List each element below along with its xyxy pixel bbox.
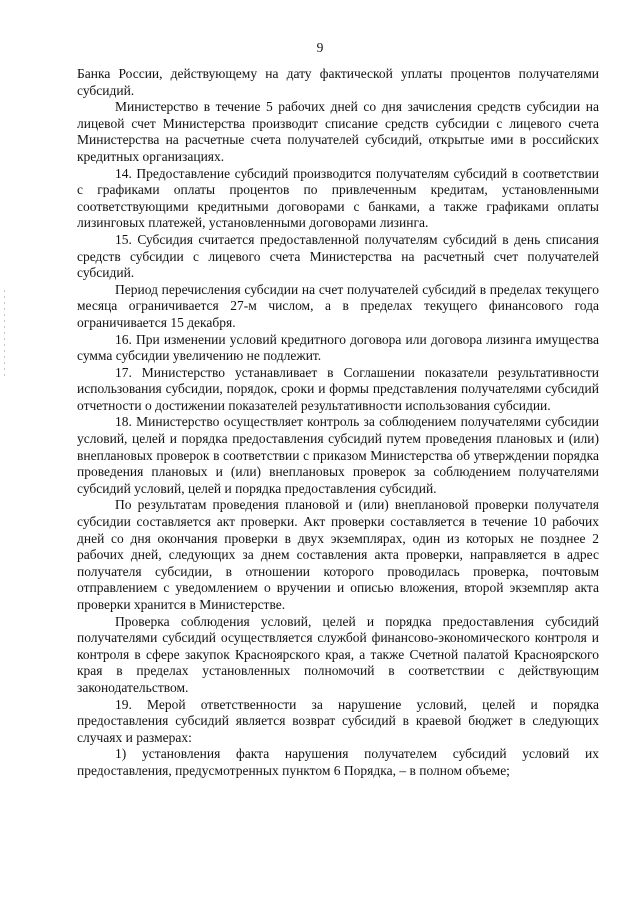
page-number: 9 [316,40,324,55]
scan-edge-mark [4,290,5,380]
paragraph: Министерство в течение 5 рабочих дней со дня зачисления средств субсидии на лицевой счет Министерства производит списание средств субсидии с лицевого счета Министерства на расчетные счета получателей субсидий, открытые ими в российских кредитных организациях. [77,99,599,164]
paragraph: 16. При изменении условий кредитного договора или договора лизинга имущества сумма субсидии увеличению не подлежит. [77,331,599,364]
body-text [77,66,599,780]
paragraph: 17. Министерство устанавливает в Соглашении показатели результативности использования субсидии, порядок, сроки и формы представления получателями субсидий отчетности о достижении показателей результативности использования субсидии. [77,364,599,413]
paragraph: 15. Субсидия считается предоставленной получателям субсидий в день списания средств субсидии с лицевого счета Министерства на расчетный счет получателей субсидий. [77,231,599,281]
paragraph: Банка России, действующему на дату фактической уплаты процентов получателями субсидий. [77,66,599,98]
paragraph: 19. Мерой ответственности за нарушение условий, целей и порядка предоставления субсидий является возврат субсидий в краевой бюджет в следующих случаях и размерах: [77,696,599,745]
paragraph: 14. Предоставление субсидий производится получателям субсидий в соответствии с графиками оплаты процентов по привлеченным кредитам, установленными соответствующими кредитными договорами с банками, а также графиками оплаты лизинговых платежей, установленными договорами лизинга. [77,165,599,231]
paragraph: По результатам проведения плановой и (или) внеплановой проверки получателя субсидии составляется акт проверки. Акт проверки составляется в течение 10 рабочих дней со дня окончания проверки в двух экземплярах, один из которых не позднее 2 рабочих дней, следующих за днем составления акта проверки, направляется в адрес получателя субсидии, в отношении которого проводилась проверка, почтовым отправлением с уведомлением о вручении и описью вложения, второй экземпляр акта проверки хранится в Министерстве. [77,497,599,612]
paragraph: 18. Министерство осуществляет контроль за соблюдением получателями субсидии условий, целей и порядка предоставления субсидий путем проведения плановых и (или) внеплановых проверок в соответствии с приказом Министерства об утверждении порядка проведения плановых и (или) внеплановых проверок за соблюдением получателями субсидий условий, целей и порядка предоставления субсидий. [77,414,599,496]
paragraph: 1) установления факта нарушения получателем субсидий условий их предоставления, предусмотренных пунктом 6 Порядка, – в полном объеме; [77,746,599,778]
paragraph: Проверка соблюдения условий, целей и порядка предоставления субсидий получателями субсидий осуществляется службой финансово-экономического контроля и контроля в сфере закупок Красноярского края, а также Счетной палатой Красноярского края в пределах установленных полномочий в соответствии с действующим законодательством. [77,613,599,695]
paragraph: Период перечисления субсидии на счет получателей субсидий в пределах текущего месяца ограничивается 27-м числом, а в пределах текущего финансового года ограничивается 15 декабря. [77,281,599,330]
